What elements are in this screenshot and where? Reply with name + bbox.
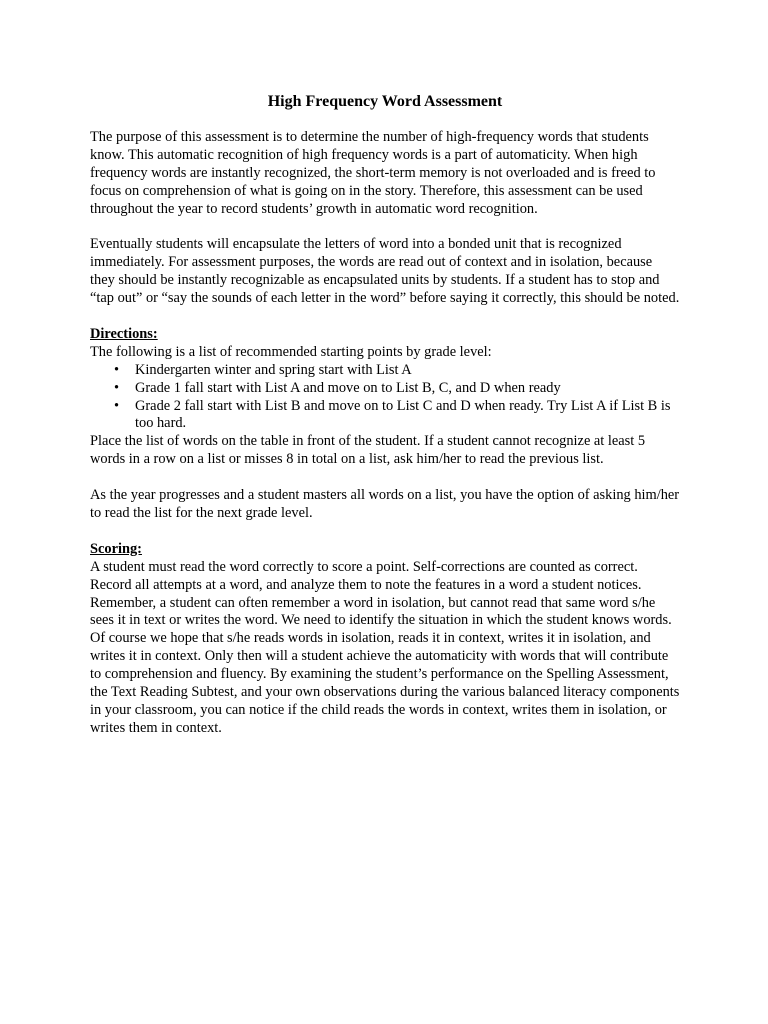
bullet-icon: •	[114, 397, 120, 414]
scoring-section	[90, 541, 680, 738]
document-body	[90, 92, 680, 738]
list-item	[90, 398, 680, 434]
list-item-text: Kindergarten winter and spring start with List A	[135, 361, 412, 378]
list-item-text: Grade 2 fall start with List B and move on to List C and D when ready. Try List A if List B is too hard.	[135, 397, 671, 432]
directions-heading: Directions:	[90, 325, 158, 342]
scoring-paragraph: A student must read the word correctly to score a point. Self-corrections are counted as correct. Record all attempts at a word, and analyze them to note the features in a word a student notices. Remember, a student can often remember a word in isolation, but cannot read that same word s/he sees it in text or writes the word. We need to identify the situation in which the student knows words. Of course we hope that s/he reads words in isolation, reads it in context, writes it in isolation, and writes it in context. Only then will a student achieve the automaticity with words that will contribute to comprehension and fluency. By examining the student’s performance on the Spelling Assessment, the Text Reading Subtest, and your own observations during the various balanced literacy components in your classroom, you can notice if the child reads the words in context, writes them in isolation, or writes them in context.	[90, 558, 680, 736]
intro-paragraph-encapsulation: Eventually students will encapsulate the letters of word into a bonded unit that is recognized immediately. For assessment purposes, the words are read out of context and in isolation, because they should be instantly recognizable as encapsulated units by students. If a student has to stop and “tap out” or “say the sounds of each letter in the word” before saying it correctly, this should be noted.	[90, 236, 680, 307]
directions-paragraph-placement: Place the list of words on the table in front of the student. If a student cannot recognize at least 5 words in a row on a list or misses 8 in total on a list, ask him/her to read the previous list.	[90, 433, 646, 468]
scoring-heading: Scoring:	[90, 540, 142, 557]
list-item-text: Grade 1 fall start with List A and move on to List B, C, and D when ready	[135, 379, 561, 396]
starting-points-list	[90, 362, 680, 434]
list-item	[90, 362, 680, 380]
directions-lead: The following is a list of recommended starting points by grade level:	[90, 343, 492, 360]
document-title: High Frequency Word Assessment	[267, 93, 503, 110]
list-item	[90, 380, 680, 398]
directions-paragraph-progress: As the year progresses and a student masters all words on a list, you have the option of asking him/her to read the list for the next grade level.	[90, 487, 680, 521]
directions-section	[90, 326, 680, 523]
bullet-icon: •	[114, 379, 120, 396]
bullet-icon: •	[114, 361, 120, 378]
intro-paragraph-purpose: The purpose of this assessment is to determine the number of high-frequency words that students know. This automatic recognition of high frequency words is a part of automaticity. When high frequency words are instantly recognized, the short-term memory is not overloaded and is freed to focus on comprehension of what is going on in the story. Therefore, this assessment can be used throughout the year to record students’ growth in automatic word recognition.	[90, 129, 656, 217]
